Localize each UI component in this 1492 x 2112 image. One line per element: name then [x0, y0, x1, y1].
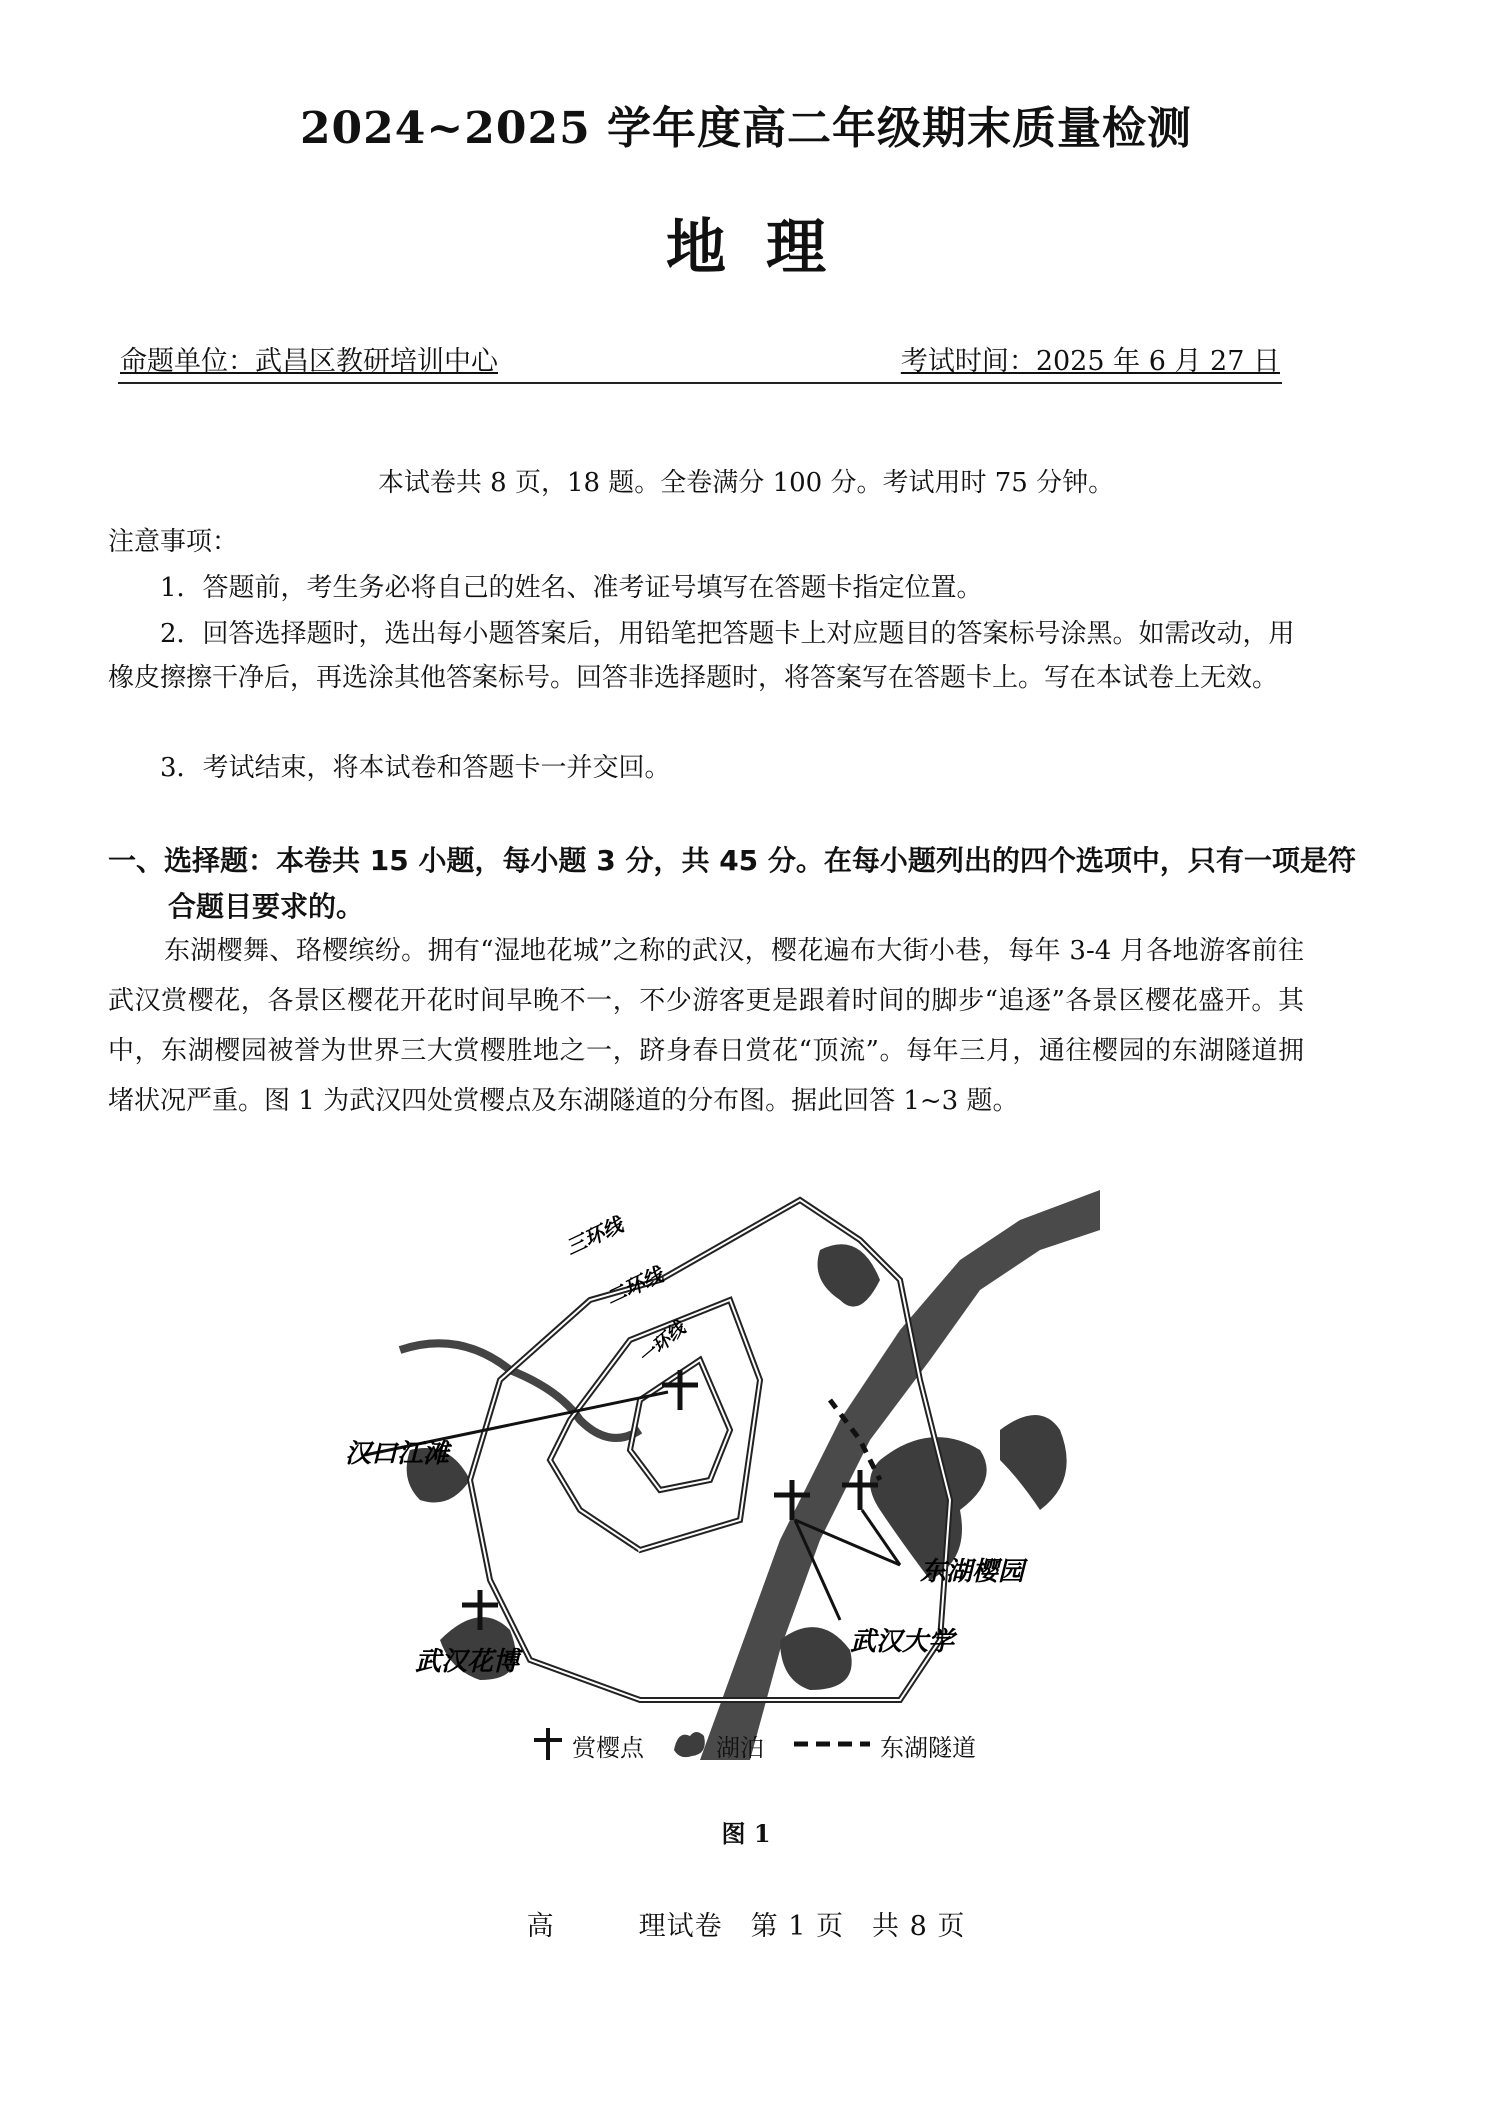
- wuhan-cherry-map: [340, 1180, 1100, 1760]
- exam-info-line: [118, 340, 1282, 384]
- section-heading: 一、选择题：本卷共 15 小题，每小题 3 分，共 45 分。在每小题列出的四个选项中，只有一项是符合题目要求的。: [108, 844, 1356, 923]
- lake-legend-icon: [670, 1726, 710, 1762]
- exam-title: 2024~2025 学年度高二年级期末质量检测: [299, 103, 1193, 154]
- ring-3: [470, 1200, 950, 1700]
- label-huabo: 武汉花博: [415, 1647, 520, 1677]
- label-whu: 武汉大学: [850, 1627, 955, 1657]
- page-footer: 高 理试卷 第 1 页 共 8 页: [526, 1911, 966, 1942]
- paper-summary: 本试卷共 8 页，18 题。全卷满分 100 分。考试用时 75 分钟。: [377, 468, 1115, 498]
- label-hankou: 汉口江滩: [345, 1439, 450, 1469]
- figure-caption: 图 1: [721, 1819, 771, 1848]
- ring-1-label: 一环线: [634, 1318, 690, 1369]
- subject-title: 地理: [666, 213, 866, 283]
- river-char: 长: [621, 1543, 653, 1573]
- legend-tunnel-label: 东湖隧道: [880, 1734, 976, 1762]
- lake-shape: [780, 1627, 852, 1690]
- tunnel-legend-icon: [792, 1734, 872, 1754]
- legend-lake-label: 湖泊: [716, 1734, 764, 1762]
- question-passage: 东湖樱舞、珞樱缤纷。拥有“湿地花城”之称的武汉，樱花遍布大街小巷，每年 3-4 月各地游客前往武汉赏樱花，各景区樱花开花时间早晚不一，不少游客更是跟着时间的脚步“追逐”各景区樱花盛开。其中，东湖樱园被誉为世界三大赏樱胜地之一，跻身春日赏花“顶流”。每年三月，通往樱园的东湖隧道拥堵状况严重。图 1 为武汉四处赏樱点及东湖隧道的分布图。据此回答 1~3 题。: [108, 936, 1304, 1116]
- cherry-spot-legend-icon: [530, 1726, 566, 1762]
- lake-shape: [1000, 1415, 1067, 1510]
- notice-item: 1．答题前，考生务必将自己的姓名、准考证号填写在答题卡指定位置。: [160, 573, 983, 603]
- label-donghu: 东湖樱园: [920, 1557, 1025, 1587]
- notice-item: 2．回答选择题时，选出每小题答案后，用铅笔把答题卡上对应题目的答案标号涂黑。如需改动，用橡皮擦擦干净后，再选涂其他答案标号。回答非选择题时，将答案写在答题卡上。写在本试卷上无效。: [108, 619, 1295, 693]
- legend-spot-label: 赏樱点: [572, 1734, 644, 1762]
- map-legend: [530, 1720, 1050, 1766]
- notice-item: 3．考试结束，将本试卷和答题卡一并交回。: [160, 753, 671, 783]
- notice-heading: 注意事项：: [108, 527, 239, 557]
- ring-3-label: 三环线: [561, 1212, 627, 1260]
- setter-label: 命题单位：武昌区教研培训中心: [120, 346, 498, 377]
- river-char: 江: [752, 1253, 782, 1285]
- ring-2-label: 二环线: [601, 1262, 667, 1310]
- spot-hankou: [662, 1370, 698, 1410]
- exam-time-label: 考试时间：2025 年 6 月 27 日: [900, 346, 1280, 377]
